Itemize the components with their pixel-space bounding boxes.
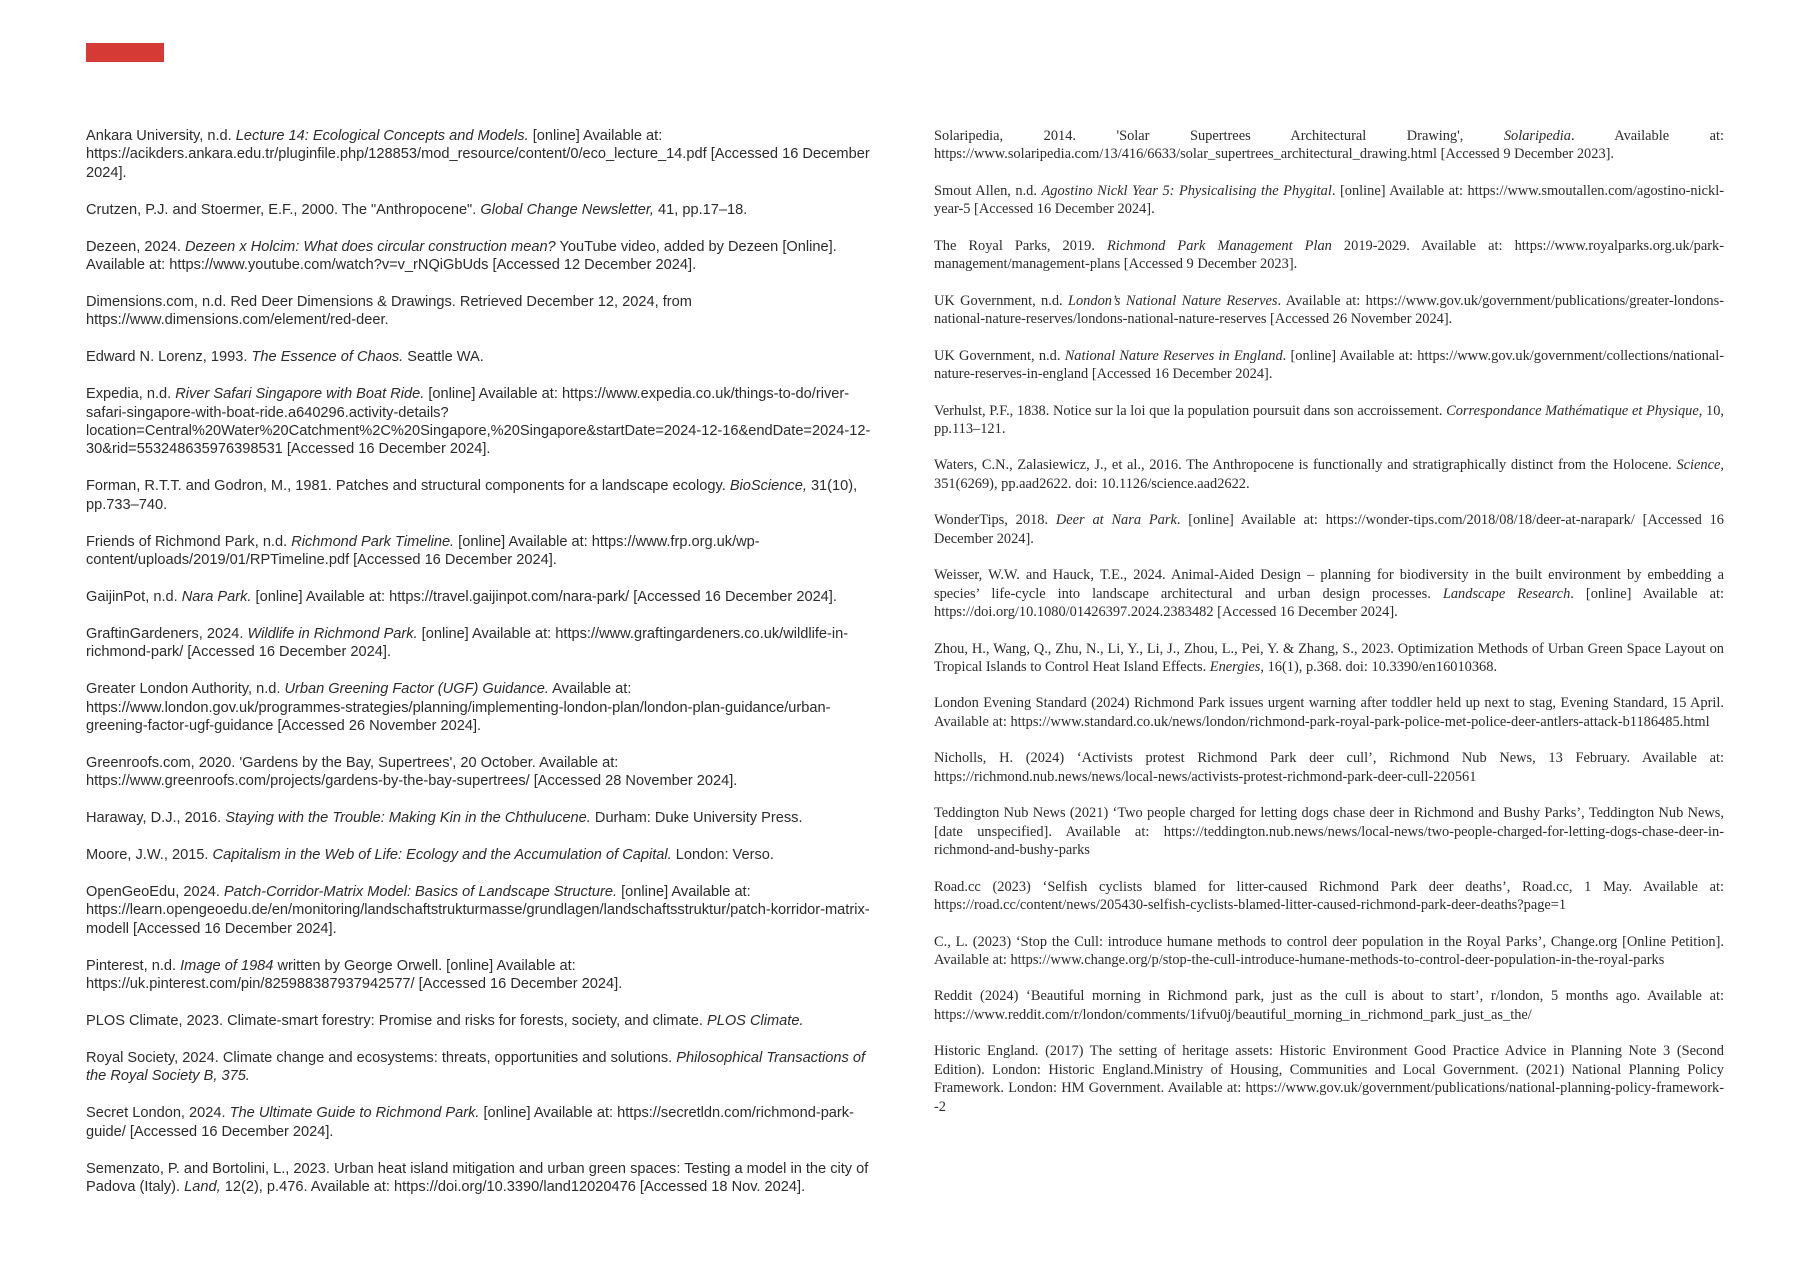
reference-text: Verhulst, P.F., 1838. Notice sur la loi que la population poursuit dans son accroissement. (934, 402, 1447, 419)
reference-text: Dezeen, 2024. (86, 238, 185, 255)
references-left-column (86, 127, 871, 1215)
reference-entry (86, 477, 871, 514)
reference-text: YouTube video, added by Dezeen [Online]. Available at: https://www.youtube.com/watch?v=v_rNQiGbUds [Accessed 12 December 2024]. (86, 238, 837, 274)
reference-text: . [online] Available at: https://www.gov.uk/government/collections/national-nature-reserves-in-england [Accessed 16 December 2024]. (934, 347, 1724, 383)
reference-title-italic: Landscape Research (1442, 585, 1571, 602)
reference-text: Crutzen, P.J. and Stoermer, E.F., 2000. The "Anthropocene". (86, 201, 481, 218)
reference-title-italic: Nara Park. (181, 588, 252, 605)
reference-text: Moore, J.W., 2015. (86, 847, 213, 864)
reference-entry (934, 566, 1724, 621)
reference-text: Secret London, 2024. (86, 1105, 230, 1122)
reference-text: Expedia, n.d. (86, 386, 176, 403)
reference-text: Forman, R.T.T. and Godron, M., 1981. Patches and structural components for a landscape ecology. (86, 478, 730, 495)
reference-text: , 10, pp.113–121. (934, 402, 1724, 437)
reference-entry (86, 385, 871, 459)
reference-title-italic: Image of 1984 (180, 957, 274, 974)
reference-text: [online] Available at: https://www.graftingardeners.co.uk/wildlife-in-richmond-park/ [Accessed 16 December 2024]. (86, 625, 849, 661)
reference-text: [online] Available at: https://secretldn.com/richmond-park-guide/ [Accessed 16 December 2024]. (86, 1105, 854, 1140)
reference-text: Ankara University, n.d. (86, 128, 236, 144)
reference-text: Edward N. Lorenz, 1993. (86, 349, 252, 366)
references-right-column (934, 127, 1724, 1134)
reference-text: London: Verso. (671, 847, 774, 864)
reference-entry (934, 694, 1724, 731)
reference-text: [online] Available at: https://www.frp.org.uk/wp-content/uploads/2019/01/RPTimeline.pdf [Accessed 16 December 2024]. (86, 533, 760, 568)
reference-title-italic: Patch-Corridor-Matrix Model: Basics of Landscape Structure. (223, 883, 618, 900)
reference-title-italic: Urban Greening Factor (UGF) Guidance. (284, 681, 549, 698)
reference-text: Nicholls, H. (2024) ‘Activists protest Richmond Park deer cull’, Richmond Nub News, 13 February. Available at: https://richmond.nub.news/news/local-news/activists-protest-richmond-park-deer-cull-220561 (934, 750, 1724, 785)
reference-text: UK Government, n.d. (934, 292, 1068, 309)
reference-entry (934, 292, 1724, 329)
reference-entry (934, 749, 1724, 786)
reference-text: [online] Available at: https://acikders.ankara.edu.tr/pluginfile.php/128853/mod_resource/content/0/eco_lecture_14.pdf [Accessed 16 December 2024]. (86, 128, 870, 181)
reference-text: Reddit (2024) ‘Beautiful morning in Richmond park, just as the cull is about to start’, r/london, 5 months ago. Available at: https://www.reddit.com/r/london/comments/1ifvu0j/beautiful_morning_in_richmond_park_just_as_the/ (934, 988, 1724, 1023)
reference-entry (934, 511, 1724, 548)
reference-title-italic: BioScience, (729, 478, 807, 495)
reference-text: 31(10), pp.733–740. (86, 478, 858, 513)
reference-text: . [online] Available at: https://wonder-tips.com/2018/08/18/deer-at-narapark/ [Accessed 16 December 2024]. (934, 512, 1724, 547)
reference-entry (86, 238, 871, 275)
reference-entry (934, 878, 1724, 915)
reference-entry (934, 640, 1724, 677)
reference-text: Royal Society, 2024. Climate change and ecosystems: threats, opportunities and solutions. (86, 1049, 677, 1066)
reference-text: Weisser, W.W. and Hauck, T.E., 2024. Animal-Aided Design – planning for biodiversity in the built environment by embedding a species’ life-cycle into landscape architectural and urban design processes. (934, 567, 1724, 602)
reference-entry (86, 809, 871, 827)
reference-entry (86, 293, 871, 330)
reference-entry (86, 883, 871, 938)
reference-entry (86, 957, 871, 994)
reference-text: GaijinPot, n.d. (86, 588, 182, 605)
reference-text: Historic England. (2017) The setting of heritage assets: Historic Environment Good Practice Advice in Planning Note 3 (Second Edition). London: Historic England.Ministry of Housing, Communities and Local Government. (2021) National Planning Policy Framework. London: HM Government. Available at: https://www.gov.uk/government/publications/national-planning-policy-framework--2 (934, 1043, 1724, 1115)
reference-title-italic: Dezeen x Holcim: What does circular construction mean? (185, 238, 556, 255)
reference-entry (934, 456, 1724, 493)
reference-text: Haraway, D.J., 2016. (86, 810, 226, 827)
reference-entry (86, 625, 871, 662)
reference-text: Seattle WA. (403, 349, 484, 366)
reference-title-italic: Land, (184, 1178, 221, 1195)
reference-entry (86, 1104, 871, 1141)
reference-text: London Evening Standard (2024) Richmond Park issues urgent warning after toddler held up next to stag, Evening Standard, 15 April. Available at: https://www.standard.co.uk/news/london/richmond-park-royal-park-police-met-police-deer-antlers-attack-b1186485.html (934, 695, 1724, 730)
reference-entry (86, 1160, 871, 1197)
reference-title-italic: River Safari Singapore with Boat Ride. (175, 386, 425, 403)
reference-text: Solaripedia, 2014. 'Solar Supertrees Architectural Drawing', (934, 128, 1504, 144)
reference-title-italic: Lecture 14: Ecological Concepts and Models. (235, 128, 529, 144)
reference-entry (934, 237, 1724, 274)
reference-title-italic: Correspondance Mathématique et Physique (1446, 402, 1699, 419)
reference-entry (86, 127, 871, 182)
reference-entry (934, 987, 1724, 1024)
reference-text: WonderTips, 2018. (934, 512, 1056, 529)
reference-entry (934, 402, 1724, 439)
reference-text: Road.cc (2023) ‘Selfish cyclists blamed for litter-caused Richmond Park deer deaths’, Road.cc, 1 May. Available at: https://road.cc/content/news/205430-selfish-cyclists-blamed-litter-caused-richmond-park-deer-deaths?page=1 (934, 878, 1724, 913)
reference-entry (86, 1049, 871, 1086)
reference-text: . [online] Available at: https://doi.org/10.1080/01426397.2024.2383482 [Accessed 16 December 2024]. (934, 585, 1724, 621)
reference-title-italic: Global Change Newsletter, (480, 201, 654, 218)
reference-entry (934, 933, 1724, 970)
reference-title-italic: Staying with the Trouble: Making Kin in the Chthulucene. (225, 810, 591, 827)
reference-title-italic: Deer at Nara Park (1055, 512, 1177, 529)
reference-text: 12(2), p.476. Available at: https://doi.org/10.3390/land12020476 [Accessed 18 Nov. 2024]. (220, 1178, 806, 1195)
reference-text: Zhou, H., Wang, Q., Zhu, N., Li, Y., Li, J., Zhou, L., Pei, Y. & Zhang, S., 2023. Optimization Methods of Urban Green Space Layout on Tropical Islands to Control Heat Island Effects. (934, 640, 1724, 675)
reference-text: Waters, C.N., Zalasiewicz, J., et al., 2016. The Anthropocene is functionally and stratigraphically distinct from the Holocene. (934, 457, 1677, 474)
reference-entry (86, 588, 871, 606)
reference-entry (86, 754, 871, 791)
reference-title-italic: The Essence of Chaos. (251, 349, 404, 366)
reference-entry (86, 846, 871, 864)
reference-text: Friends of Richmond Park, n.d. (86, 533, 292, 550)
reference-text: 41, pp.17–18. (653, 201, 748, 218)
reference-text: Dimensions.com, n.d. Red Deer Dimensions & Drawings. Retrieved December 12, 2024, from https://www.dimensions.com/element/red-deer. (86, 293, 692, 329)
reference-text: Available at: https://www.london.gov.uk/programmes-strategies/planning/implementing-london-plan/london-plan-guidance/urban-greening-factor-ugf-guidance [Accessed 26 November 2024]. (86, 681, 831, 734)
reference-text: [online] Available at: https://www.expedia.co.uk/things-to-do/river-safari-singapore-with-boat-ride.a640296.activity-details?location=Central%20Water%20Catchment%2C%20Singapore,%20Singapore&startDate=2024-12-16&endDate=2024-12-30&rid=553248635976398531 [Accessed 16 December 2024]. (86, 386, 871, 458)
reference-entry (86, 533, 871, 570)
reference-text: [online] Available at: https://learn.opengeoedu.de/en/monitoring/landschaftstrukturmasse/grundlagen/landschaftsstruktur/patch-korridor-matrix-modell [Accessed 16 December 2024]. (86, 883, 870, 937)
reference-entry (86, 348, 871, 366)
reference-entry (86, 680, 871, 735)
reference-text: UK Government, n.d. (934, 347, 1065, 364)
reference-text: 2019-2029. Available at: https://www.royalparks.org.uk/park-management/management-plans [Accessed 9 December 2023]. (934, 237, 1724, 273)
reference-text: Smout Allen, n.d. (934, 182, 1042, 199)
reference-text: . Available at: https://www.solaripedia.com/13/416/6633/solar_supertrees_architectural_drawing.html [Accessed 9 December 2023]. (934, 128, 1724, 163)
red-accent-bar (86, 43, 164, 62)
reference-title-italic: Solaripedia (1503, 128, 1571, 144)
reference-text: written by George Orwell. [online] Available at: https://uk.pinterest.com/pin/825988387937942577/ [Accessed 16 December 2024]. (86, 957, 623, 993)
reference-entry (934, 347, 1724, 384)
reference-title-italic: PLOS Climate. (706, 1013, 804, 1029)
reference-text: OpenGeoEdu, 2024. (86, 883, 224, 900)
reference-text: PLOS Climate, 2023. Climate-smart forestry: Promise and risks for forests, society, and climate. (86, 1013, 707, 1029)
reference-entry (86, 1012, 871, 1030)
reference-text: Durham: Duke University Press. (590, 810, 803, 827)
reference-entry (934, 182, 1724, 219)
reference-text: Pinterest, n.d. (86, 957, 181, 974)
reference-title-italic: Capitalism in the Web of Life: Ecology and the Accumulation of Capital. (212, 847, 672, 864)
reference-title-italic: Richmond Park Timeline. (291, 533, 455, 550)
reference-title-italic: Agostino Nickl Year 5: Physicalising the Phygital (1041, 182, 1332, 199)
reference-text: . Available at: https://www.gov.uk/government/publications/greater-londons-national-nature-reserves/londons-national-nature-reserves [Accessed 26 November 2024]. (934, 292, 1725, 328)
reference-entry (934, 127, 1724, 164)
reference-title-italic: National Nature Reserves in England (1064, 347, 1283, 364)
reference-entry (86, 201, 871, 219)
reference-text: Greenroofs.com, 2020. 'Gardens by the Bay, Supertrees', 20 October. Available at: https://www.greenroofs.com/projects/gardens-by-the-bay-supertrees/ [Accessed 28 November 2024]. (86, 754, 738, 790)
reference-text: , 16(1), p.368. doi: 10.3390/en16010368. (1260, 658, 1498, 675)
reference-text: [online] Available at: https://travel.gaijinpot.com/nara-park/ [Accessed 16 December 2024]. (251, 588, 837, 605)
reference-title-italic: Wildlife in Richmond Park. (247, 625, 418, 642)
reference-title-italic: Science (1676, 457, 1721, 474)
reference-entry (934, 1042, 1724, 1116)
reference-text: Semenzato, P. and Bortolini, L., 2023. Urban heat island mitigation and urban green spaces: Testing a model in the city of Padova (Italy). (86, 1160, 869, 1195)
reference-title-italic: Philosophical Transactions of the Royal Society B, 375. (86, 1049, 866, 1085)
reference-text: , 351(6269), pp.aad2622. doi: 10.1126/science.aad2622. (934, 457, 1724, 492)
reference-text: GraftinGardeners, 2024. (86, 625, 248, 642)
reference-title-italic: London’s National Nature Reserves (1067, 292, 1278, 309)
reference-title-italic: Richmond Park Management Plan (1107, 237, 1332, 254)
reference-text: Greater London Authority, n.d. (86, 681, 285, 698)
reference-text: C., L. (2023) ‘Stop the Cull: introduce humane methods to control deer population in the Royal Parks’, Change.org [Online Petition]. Available at: https://www.change.org/p/stop-the-cull-introduce-humane-methods-to-control-deer-population-in-the-royal-parks (934, 933, 1724, 968)
reference-entry (934, 804, 1724, 859)
reference-text: . [online] Available at: https://www.smoutallen.com/agostino-nickl-year-5 [Accessed 16 December 2024]. (934, 182, 1724, 218)
reference-text: Teddington Nub News (2021) ‘Two people charged for letting dogs chase deer in Richmond and Bushy Parks’, Teddington Nub News, [date unspecified]. Available at: https://teddington.nub.news/news/local-news/two-people-charged-for-letting-dogs-chase-deer-in-richmond-and-bushy-parks (934, 805, 1724, 859)
reference-title-italic: Energies (1209, 658, 1261, 675)
reference-title-italic: The Ultimate Guide to Richmond Park. (229, 1105, 480, 1122)
reference-text: The Royal Parks, 2019. (934, 237, 1107, 254)
